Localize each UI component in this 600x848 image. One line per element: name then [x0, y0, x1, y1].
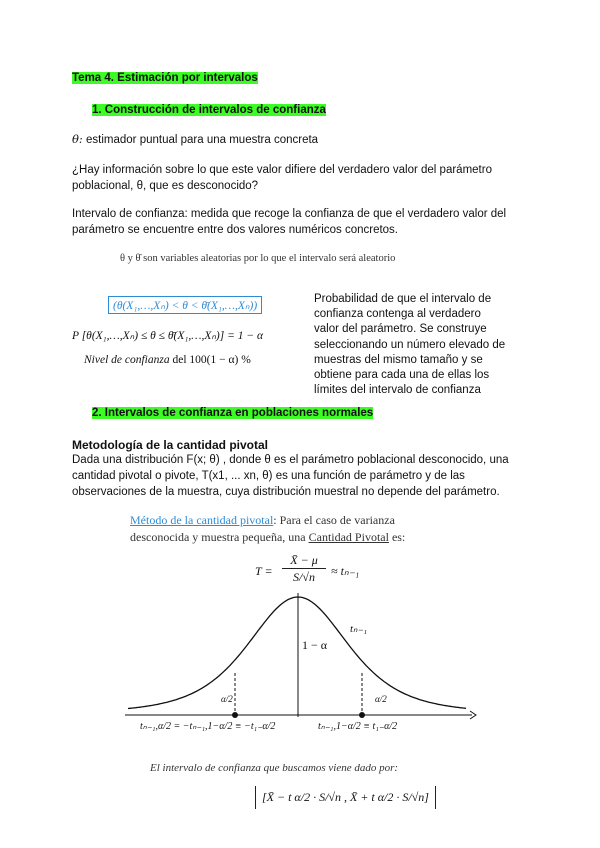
- metodologia-title: Metodología de la cantidad pivotal: [72, 438, 269, 452]
- pivotal-heading-blue: Método de la cantidad pivotal: [130, 513, 274, 527]
- section-heading-2: 2. Intervalos de confianza en poblaciones normales: [92, 407, 374, 419]
- prob-line: muestras del mismo tamaño y se: [314, 353, 483, 366]
- prob-line: obtiene para cada una de ellas los: [314, 369, 490, 382]
- left-critical-point: [232, 712, 238, 718]
- page-title: Tema 4. Estimación por intervalos: [72, 72, 258, 84]
- pivotal-heading-2c: es:: [388, 530, 406, 544]
- prob-line: confianza contenga al verdadero: [314, 308, 481, 321]
- section-heading-1: 1. Construcción de intervalos de confianza: [92, 104, 326, 116]
- interval-definition: [72, 206, 506, 238]
- metodologia-line: observaciones de la muestra, cuya distribución muestral no depende del parámetro.: [72, 486, 500, 498]
- metodologia-line: Dada una distribución F(x; θ) , donde θ es el parámetro poblacional desconocido, una: [72, 454, 509, 466]
- probability-formula: P [θ(X₁,…,Xₙ) ≤ θ ≤ θ̄(X₁,…,Xₙ)] = 1 − α: [72, 330, 264, 342]
- t-formula-denominator: S/√n: [293, 570, 315, 584]
- boxed-interval-formula: (θ(X₁,…,Xₙ) < θ < θ̄(X₁,…,Xₙ)): [108, 296, 262, 314]
- pivotal-heading: [130, 512, 405, 546]
- right-critical-point: [359, 712, 365, 718]
- confidence-level-value: del 100(1 − α) %: [169, 354, 251, 366]
- interval-line-1: Intervalo de confianza: medida que recoge la confianza de que el verdadero valor del: [72, 208, 507, 220]
- curve-label: tₙ₋₁: [350, 623, 368, 635]
- left-tail-label: α/2: [221, 694, 233, 704]
- theta-definition: [72, 131, 318, 148]
- left-axis-label: tₙ₋₁,α/2 = −tₙ₋₁,1−α/2 ≡ −t₁₋α/2: [140, 721, 276, 732]
- prob-line: seleccionando un número elevado de: [314, 338, 506, 351]
- theta-symbol: θ:: [72, 132, 83, 146]
- t-formula-rhs: ≈ tₙ₋₁: [331, 564, 360, 578]
- t-distribution-plot: [120, 585, 480, 735]
- prob-line: límites del intervalo de confianza: [314, 384, 481, 397]
- prob-line: valor del parámetro. Se construye: [314, 323, 487, 336]
- prob-line: Probabilidad de que el intervalo de: [314, 293, 492, 305]
- question-line-1: ¿Hay información sobre lo que este valor difiere del verdadero valor del parámetro: [72, 164, 492, 176]
- right-axis-label: tₙ₋₁,1−α/2 ≡ t₁₋α/2: [318, 721, 398, 732]
- confidence-level-label: Nivel de confianza: [84, 354, 170, 366]
- theta-definition-text: estimador puntual para una muestra concreta: [82, 134, 319, 146]
- t-density-curve: [128, 597, 466, 709]
- question-paragraph: [72, 162, 492, 194]
- final-note: El intervalo de confianza que buscamos viene dado por:: [150, 762, 399, 774]
- t-formula-numerator: X̄ − μ: [282, 553, 326, 569]
- pivotal-heading-rest: : Para el caso de varianza: [273, 513, 395, 527]
- metodologia-line: cantidad pivotal o pivote, T(x1, ... xn, θ) es una función de parámetro y de las: [72, 470, 465, 482]
- probability-paragraph: [314, 292, 505, 398]
- center-area-label: 1 − α: [302, 638, 328, 652]
- final-interval-formula: [X̄ − t α/2 · S/√n , X̄ + t α/2 · S/√n]: [255, 786, 436, 809]
- random-variables-note: θ y θ̄ son variables aleatorias por lo que el intervalo será aleatorio: [120, 253, 396, 264]
- metodologia-paragraph: [72, 452, 509, 500]
- question-line-2: poblacional, θ, que es desconocido?: [72, 180, 259, 192]
- t-formula-lhs: T =: [255, 564, 273, 578]
- pivotal-heading-2a: desconocida y muestra pequeña, una: [130, 530, 309, 544]
- confidence-level: [84, 354, 251, 366]
- interval-line-2: parámetro se encuentre entre dos valores numéricos concretos.: [72, 224, 398, 236]
- pivotal-heading-2b: Cantidad Pivotal: [308, 530, 389, 544]
- right-tail-label: α/2: [375, 694, 387, 704]
